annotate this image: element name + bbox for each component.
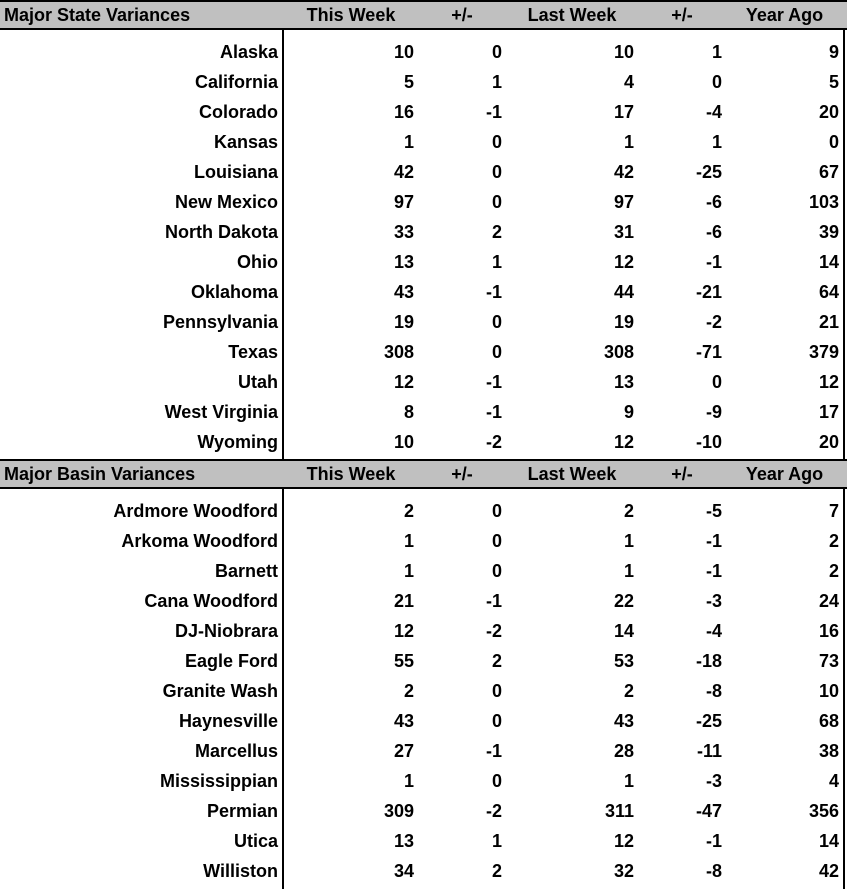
cell-last-week: 31 xyxy=(613,221,634,242)
cell-chg2: -6 xyxy=(705,221,722,242)
cell-year-ago: 103 xyxy=(808,191,839,212)
cell-this-week: 10 xyxy=(393,41,414,62)
cell-last-week: 12 xyxy=(613,251,634,272)
cell-last-week: 42 xyxy=(613,161,634,182)
column-header: Year Ago xyxy=(745,463,824,484)
row-label: Louisiana xyxy=(193,161,278,182)
row-label: Williston xyxy=(203,860,278,881)
table-row xyxy=(0,367,847,397)
cell-year-ago: 20 xyxy=(818,101,839,122)
row-label: Arkoma Woodford xyxy=(121,530,278,551)
cell-this-week: 2 xyxy=(403,680,414,701)
column-header: This Week xyxy=(306,4,396,25)
cell-year-ago: 39 xyxy=(818,221,839,242)
cell-year-ago: 9 xyxy=(828,41,839,62)
cell-chg1: -2 xyxy=(485,800,502,821)
cell-chg1: 0 xyxy=(491,770,502,791)
cell-this-week: 12 xyxy=(393,371,414,392)
cell-last-week: 1 xyxy=(623,530,634,551)
row-label: Eagle Ford xyxy=(184,650,278,671)
cell-last-week: 14 xyxy=(613,620,634,641)
table-row xyxy=(0,427,847,457)
cell-chg2: -1 xyxy=(705,530,722,551)
cell-last-week: 32 xyxy=(613,860,634,881)
cell-year-ago: 0 xyxy=(828,131,839,152)
table-row xyxy=(0,127,847,157)
cell-chg2: 0 xyxy=(711,71,722,92)
cell-chg2: -8 xyxy=(705,680,722,701)
cell-last-week: 17 xyxy=(613,101,634,122)
cell-chg2: -5 xyxy=(705,500,722,521)
row-label: Texas xyxy=(228,341,278,362)
cell-year-ago: 7 xyxy=(828,500,839,521)
cell-year-ago: 17 xyxy=(818,401,839,422)
right-border xyxy=(843,487,845,889)
row-label: Haynesville xyxy=(178,710,278,731)
row-label: Pennsylvania xyxy=(162,311,278,332)
row-label: Kansas xyxy=(213,131,278,152)
cell-year-ago: 42 xyxy=(818,860,839,881)
table-row xyxy=(0,307,847,337)
row-label: Colorado xyxy=(199,101,278,122)
cell-this-week: 309 xyxy=(383,800,414,821)
cell-year-ago: 24 xyxy=(818,590,839,611)
cell-this-week: 1 xyxy=(403,560,414,581)
cell-year-ago: 2 xyxy=(828,560,839,581)
cell-last-week: 22 xyxy=(613,590,634,611)
cell-last-week: 97 xyxy=(613,191,634,212)
cell-chg1: 1 xyxy=(491,71,502,92)
cell-last-week: 43 xyxy=(613,710,634,731)
cell-last-week: 13 xyxy=(613,371,634,392)
cell-this-week: 10 xyxy=(393,431,414,452)
cell-last-week: 308 xyxy=(603,341,634,362)
cell-chg1: 2 xyxy=(491,650,502,671)
column-header: +/- xyxy=(451,463,473,484)
table-row xyxy=(0,796,847,826)
cell-last-week: 44 xyxy=(613,281,634,302)
cell-year-ago: 14 xyxy=(818,251,839,272)
cell-this-week: 33 xyxy=(393,221,414,242)
table-row xyxy=(0,766,847,796)
cell-chg2: -3 xyxy=(705,770,722,791)
state-variances-title: Major State Variances xyxy=(4,4,191,25)
cell-last-week: 1 xyxy=(623,131,634,152)
table-row xyxy=(0,337,847,367)
table-row xyxy=(0,856,847,886)
cell-this-week: 1 xyxy=(403,131,414,152)
cell-last-week: 9 xyxy=(623,401,634,422)
cell-this-week: 42 xyxy=(393,161,414,182)
cell-year-ago: 4 xyxy=(828,770,839,791)
basin-variances-title: Major Basin Variances xyxy=(4,463,196,484)
cell-chg2: -3 xyxy=(705,590,722,611)
cell-this-week: 13 xyxy=(393,251,414,272)
cell-chg1: 0 xyxy=(491,680,502,701)
cell-chg2: -1 xyxy=(705,830,722,851)
basin-variances-body xyxy=(0,496,847,886)
cell-chg1: -1 xyxy=(485,740,502,761)
cell-last-week: 311 xyxy=(604,800,634,821)
cell-year-ago: 5 xyxy=(828,71,839,92)
cell-chg2: -71 xyxy=(695,341,722,362)
column-divider xyxy=(282,487,284,889)
state-variances-body xyxy=(0,37,847,457)
table-row xyxy=(0,67,847,97)
cell-this-week: 34 xyxy=(393,860,414,881)
cell-this-week: 12 xyxy=(393,620,414,641)
row-label: Utah xyxy=(238,371,278,392)
cell-chg1: 0 xyxy=(491,341,502,362)
cell-chg1: 0 xyxy=(491,311,502,332)
table-row xyxy=(0,187,847,217)
cell-year-ago: 356 xyxy=(808,800,839,821)
cell-this-week: 97 xyxy=(393,191,414,212)
table-row xyxy=(0,157,847,187)
cell-chg2: -11 xyxy=(696,740,722,761)
cell-this-week: 16 xyxy=(393,101,414,122)
column-header: +/- xyxy=(671,463,693,484)
table-row xyxy=(0,736,847,766)
cell-chg2: -9 xyxy=(705,401,722,422)
table-row xyxy=(0,586,847,616)
cell-chg1: -1 xyxy=(485,401,502,422)
cell-year-ago: 67 xyxy=(818,161,839,182)
row-label: West Virginia xyxy=(164,401,278,422)
cell-chg2: -4 xyxy=(705,101,722,122)
cell-chg1: 0 xyxy=(491,131,502,152)
cell-year-ago: 12 xyxy=(818,371,839,392)
column-header: +/- xyxy=(451,4,473,25)
cell-this-week: 43 xyxy=(393,281,414,302)
cell-this-week: 1 xyxy=(403,530,414,551)
cell-chg2: -4 xyxy=(705,620,722,641)
row-label: Cana Woodford xyxy=(144,590,278,611)
cell-chg1: 0 xyxy=(491,530,502,551)
cell-chg2: -1 xyxy=(705,560,722,581)
cell-chg1: -1 xyxy=(485,371,502,392)
row-label: Utica xyxy=(233,830,278,851)
cell-chg1: 1 xyxy=(491,251,502,272)
cell-chg1: 0 xyxy=(491,500,502,521)
table-row xyxy=(0,646,847,676)
cell-chg1: 0 xyxy=(491,161,502,182)
cell-chg1: 0 xyxy=(491,560,502,581)
cell-last-week: 1 xyxy=(623,560,634,581)
table-row xyxy=(0,217,847,247)
cell-year-ago: 16 xyxy=(818,620,839,641)
row-label: Mississippian xyxy=(159,770,278,791)
column-header: Last Week xyxy=(527,463,617,484)
cell-chg2: -21 xyxy=(695,281,722,302)
cell-this-week: 43 xyxy=(393,710,414,731)
cell-year-ago: 64 xyxy=(818,281,839,302)
row-label: Ohio xyxy=(237,251,278,272)
table-row xyxy=(0,616,847,646)
column-divider xyxy=(282,28,284,459)
cell-chg1: -2 xyxy=(485,620,502,641)
row-label: Alaska xyxy=(219,41,278,62)
cell-chg2: -6 xyxy=(705,191,722,212)
cell-chg2: 0 xyxy=(711,371,722,392)
row-label: Marcellus xyxy=(194,740,278,761)
row-label: California xyxy=(194,71,278,92)
table-row xyxy=(0,97,847,127)
table-row xyxy=(0,526,847,556)
cell-this-week: 1 xyxy=(403,770,414,791)
cell-chg2: -8 xyxy=(705,860,722,881)
row-label: Barnett xyxy=(214,560,278,581)
cell-chg1: -2 xyxy=(485,431,502,452)
cell-chg2: 1 xyxy=(711,131,722,152)
table-row xyxy=(0,676,847,706)
cell-last-week: 53 xyxy=(613,650,634,671)
cell-chg1: 2 xyxy=(491,860,502,881)
cell-chg2: -47 xyxy=(695,800,722,821)
cell-this-week: 13 xyxy=(393,830,414,851)
table-row xyxy=(0,706,847,736)
cell-this-week: 5 xyxy=(403,71,414,92)
cell-last-week: 1 xyxy=(623,770,634,791)
cell-this-week: 2 xyxy=(403,500,414,521)
cell-this-week: 21 xyxy=(393,590,414,611)
cell-chg2: -1 xyxy=(705,251,722,272)
cell-last-week: 12 xyxy=(613,830,634,851)
cell-chg1: 2 xyxy=(491,221,502,242)
column-header: This Week xyxy=(306,463,396,484)
table-row xyxy=(0,277,847,307)
cell-this-week: 27 xyxy=(393,740,414,761)
row-label: Oklahoma xyxy=(190,281,278,302)
column-header: Last Week xyxy=(527,4,617,25)
cell-last-week: 28 xyxy=(613,740,634,761)
cell-last-week: 2 xyxy=(623,500,634,521)
cell-year-ago: 73 xyxy=(818,650,839,671)
cell-last-week: 2 xyxy=(623,680,634,701)
cell-this-week: 8 xyxy=(403,401,414,422)
cell-chg1: -1 xyxy=(485,101,502,122)
cell-this-week: 308 xyxy=(383,341,414,362)
cell-year-ago: 20 xyxy=(818,431,839,452)
table-row xyxy=(0,826,847,856)
state-variances-header xyxy=(0,0,847,30)
basin-variances-header xyxy=(0,459,847,489)
cell-chg2: -25 xyxy=(695,710,722,731)
row-label: Ardmore Woodford xyxy=(113,500,278,521)
row-label: Granite Wash xyxy=(162,680,278,701)
column-header: Year Ago xyxy=(745,4,824,25)
cell-chg2: 1 xyxy=(711,41,722,62)
row-label: DJ-Niobrara xyxy=(174,620,278,641)
cell-chg1: -1 xyxy=(485,590,502,611)
cell-chg2: -10 xyxy=(695,431,722,452)
cell-chg1: 0 xyxy=(491,710,502,731)
cell-chg2: -2 xyxy=(705,311,722,332)
cell-chg1: 0 xyxy=(491,191,502,212)
cell-last-week: 10 xyxy=(613,41,634,62)
cell-last-week: 4 xyxy=(623,71,634,92)
cell-last-week: 19 xyxy=(613,311,634,332)
table-row xyxy=(0,397,847,427)
table-row xyxy=(0,37,847,67)
cell-this-week: 19 xyxy=(393,311,414,332)
cell-this-week: 55 xyxy=(393,650,414,671)
cell-chg2: -25 xyxy=(695,161,722,182)
cell-chg1: 0 xyxy=(491,41,502,62)
cell-year-ago: 2 xyxy=(828,530,839,551)
row-label: Wyoming xyxy=(197,431,278,452)
row-label: North Dakota xyxy=(164,221,278,242)
cell-chg2: -18 xyxy=(695,650,722,671)
right-border xyxy=(843,28,845,459)
row-label: Permian xyxy=(206,800,278,821)
cell-year-ago: 21 xyxy=(818,311,839,332)
cell-year-ago: 14 xyxy=(818,830,839,851)
cell-year-ago: 68 xyxy=(818,710,839,731)
table-row xyxy=(0,556,847,586)
column-header: +/- xyxy=(671,4,693,25)
cell-last-week: 12 xyxy=(613,431,634,452)
cell-chg1: -1 xyxy=(485,281,502,302)
cell-year-ago: 379 xyxy=(808,341,839,362)
cell-chg1: 1 xyxy=(491,830,502,851)
cell-year-ago: 38 xyxy=(818,740,839,761)
row-label: New Mexico xyxy=(174,191,278,212)
table-row xyxy=(0,247,847,277)
cell-year-ago: 10 xyxy=(818,680,839,701)
table-row xyxy=(0,496,847,526)
